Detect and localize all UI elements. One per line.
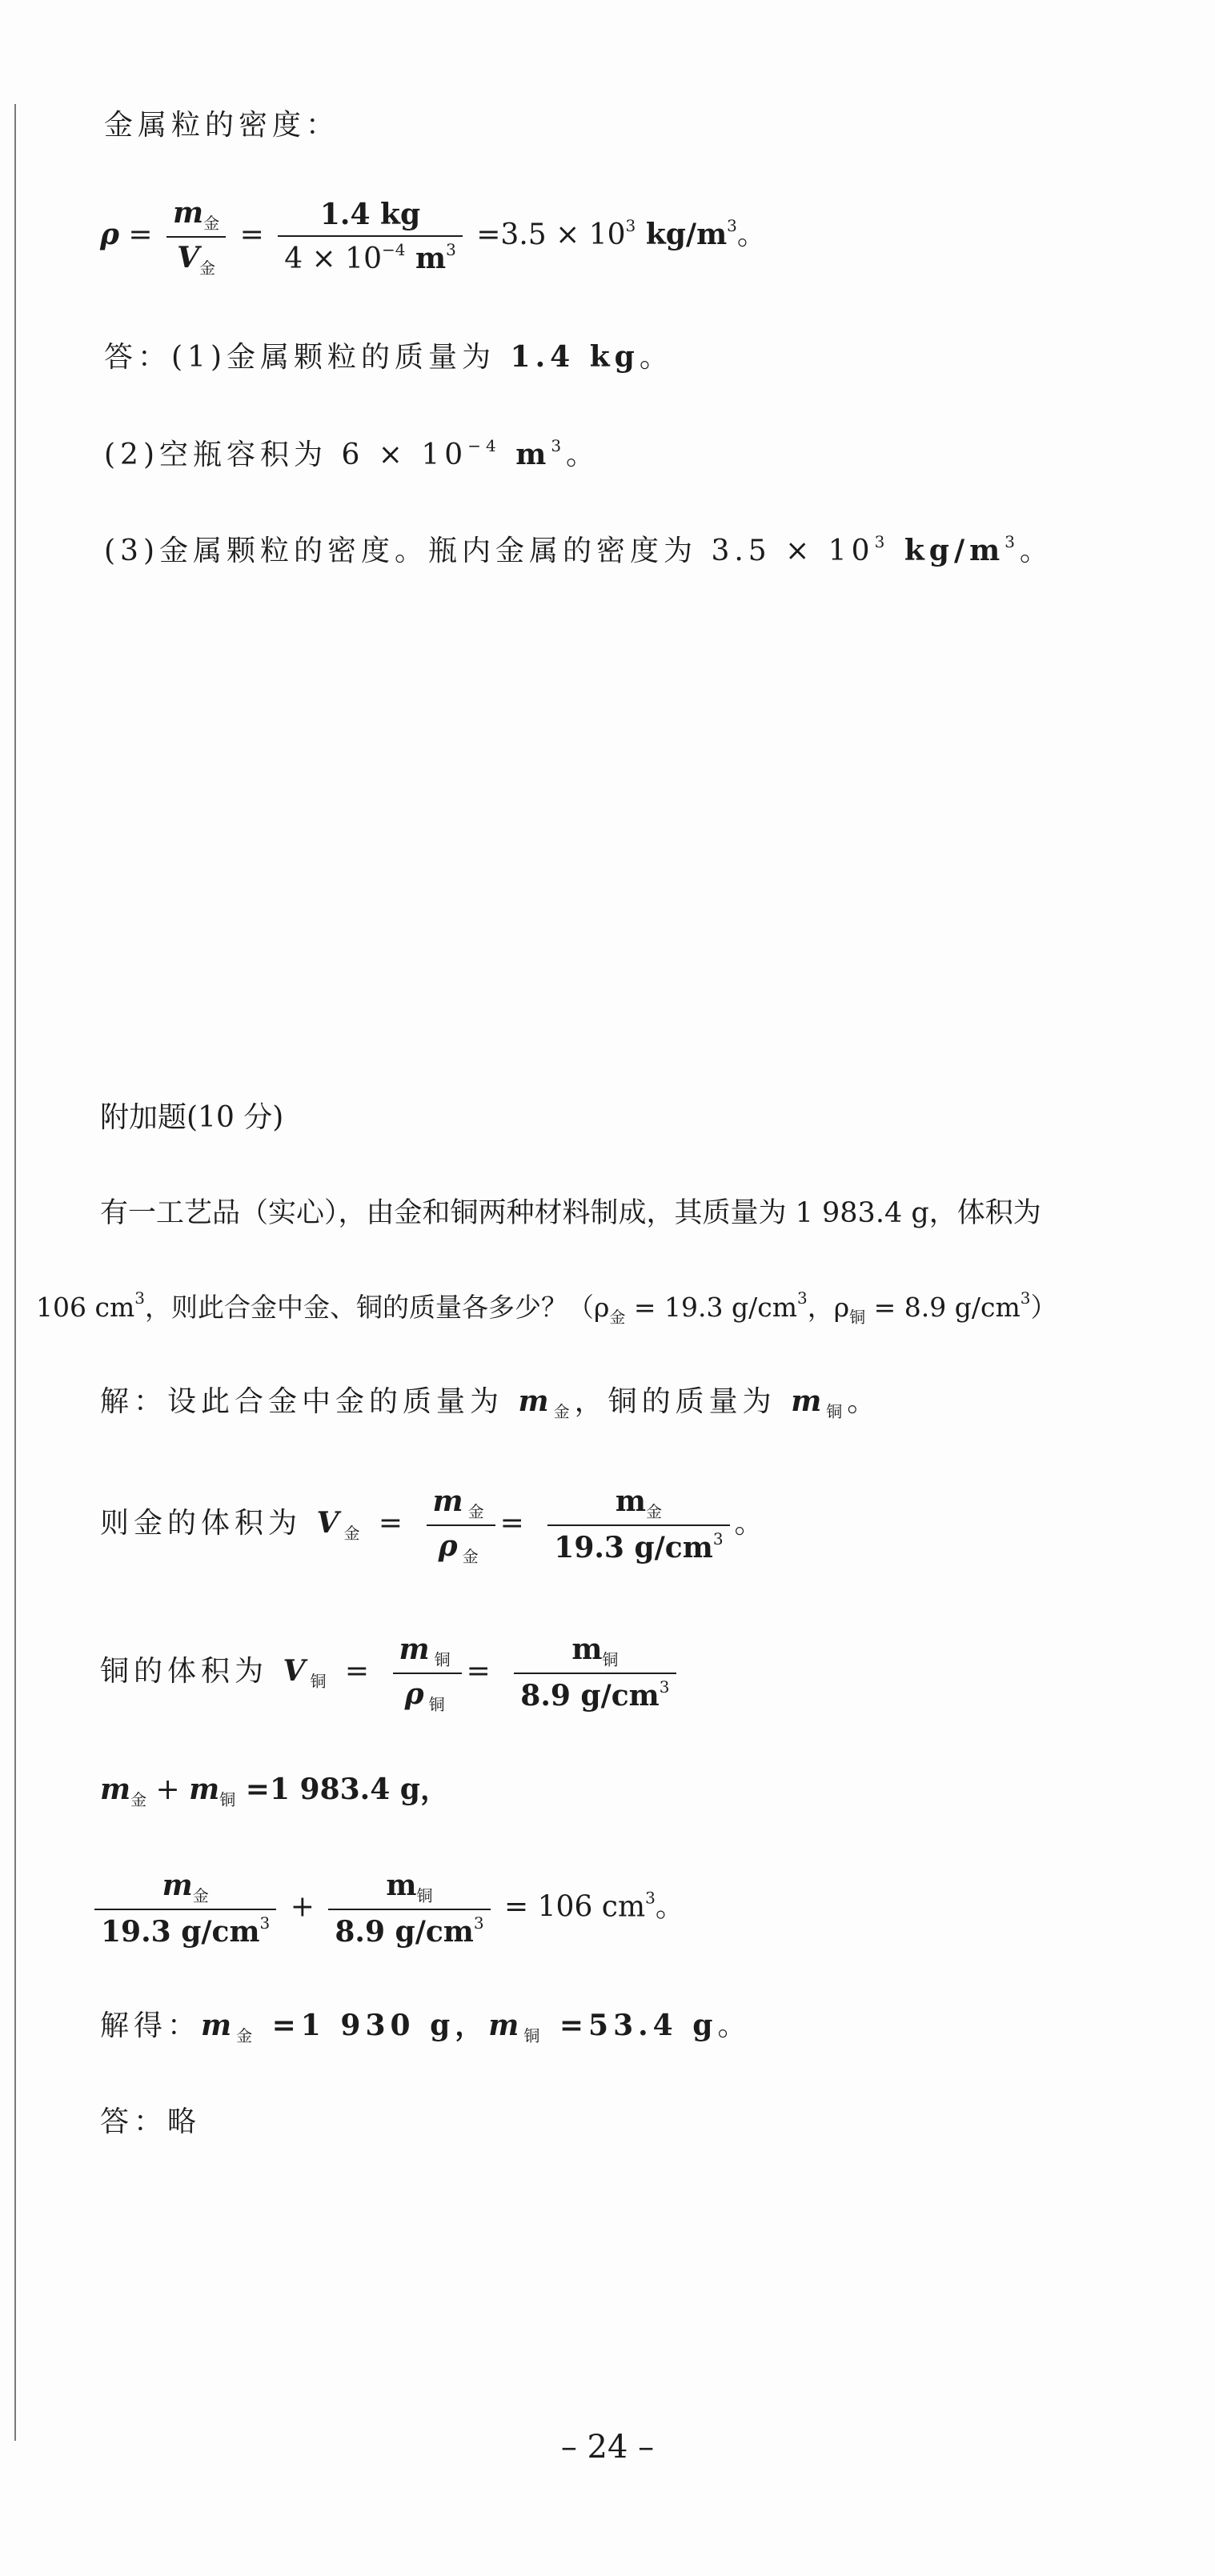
- plus-sign: +: [146, 1773, 190, 1806]
- frac-den: 8.9 g/cm: [520, 1679, 660, 1713]
- frac-num: m: [432, 1484, 468, 1518]
- period: 。: [717, 2009, 752, 2042]
- solution-line-1: [100, 1384, 880, 1421]
- answer-2: [104, 436, 599, 472]
- solution-text: 则金的体积为: [100, 1507, 303, 1540]
- volume-value: 106 cm: [36, 1292, 135, 1323]
- total-volume: = 106 cm: [504, 1890, 646, 1924]
- subscript: 金: [462, 1547, 483, 1566]
- subscript: 铜: [849, 1308, 866, 1327]
- fraction-m-over-density: [547, 1484, 729, 1565]
- period: 。: [847, 1385, 881, 1418]
- m-symbol: m: [488, 2009, 524, 2042]
- question-line-2: [36, 1288, 1057, 1327]
- equals-sign: =: [128, 218, 153, 251]
- fraction-copper: [328, 1869, 490, 1949]
- density-formula: [100, 196, 766, 278]
- exponent: 3: [645, 1888, 656, 1908]
- answer-value: 1.4 kg: [495, 340, 640, 374]
- fraction-m-over-v: [166, 196, 226, 278]
- equals-sign: =: [499, 1507, 529, 1540]
- frac-den: ρ: [438, 1529, 463, 1563]
- gold-mass: =1 930 g，: [257, 2009, 489, 2042]
- answer-text: 答：(1)金属颗粒的质量为: [104, 341, 495, 374]
- frac-den: V: [177, 241, 200, 274]
- frac-num: 1.4 kg: [278, 198, 463, 237]
- solution-line-6: [100, 2009, 751, 2045]
- equals-sign: =: [331, 1655, 375, 1688]
- frac-num: m: [571, 1633, 603, 1667]
- exponent: −4: [467, 436, 501, 455]
- copper-mass: =53.4 g: [544, 2009, 718, 2042]
- exponent: 3: [797, 1288, 808, 1308]
- subscript: 铜: [310, 1672, 331, 1691]
- period: 。: [736, 218, 766, 251]
- exponent: 3: [446, 240, 456, 259]
- frac-den: 8.9 g/cm: [335, 1915, 474, 1949]
- frac-den: ρ: [404, 1677, 429, 1711]
- copper-density: = 8.9 g/cm: [865, 1292, 1021, 1323]
- exponent: 3: [1004, 532, 1020, 551]
- plus-sign: +: [290, 1890, 315, 1924]
- total-mass: =1 983.4 g，: [235, 1773, 449, 1806]
- solution-line-3: [100, 1633, 681, 1714]
- subscript: 金: [192, 1886, 209, 1905]
- equals-sign: =: [364, 1507, 408, 1540]
- subscript: 铜: [434, 1650, 455, 1669]
- fraction-m-over-density: [514, 1633, 676, 1713]
- frac-num: m: [162, 1869, 193, 1902]
- answer-3: [104, 532, 1053, 568]
- unit: kg/m: [889, 534, 1005, 567]
- frac-num: m: [386, 1869, 417, 1902]
- exponent: 3: [551, 436, 567, 455]
- subscript: 铜: [826, 1402, 848, 1421]
- frac-num: m: [615, 1484, 646, 1519]
- gold-density: = 19.3 g/cm: [625, 1292, 798, 1323]
- solution-text: 解得：: [100, 2009, 202, 2042]
- frac-den-sub: 金: [199, 258, 216, 278]
- solution-text: ，铜的质量为: [574, 1385, 776, 1418]
- subscript: 金: [467, 1502, 489, 1521]
- unit: m: [405, 242, 447, 275]
- subscript: 铜: [428, 1695, 450, 1714]
- exponent: 3: [874, 532, 890, 551]
- subscript: 铜: [416, 1886, 433, 1905]
- m-symbol: m: [503, 1384, 554, 1418]
- v-symbol: V: [302, 1506, 344, 1540]
- answer-text: (2)空瓶容积为 6 × 10: [104, 439, 468, 471]
- question-text: ，则此合金中金、铜的质量各多少？（ρ: [145, 1292, 610, 1323]
- exponent: 3: [625, 216, 636, 235]
- m-symbol: m: [776, 1384, 827, 1418]
- fraction-values: [278, 198, 463, 276]
- frac-num: m: [399, 1633, 435, 1666]
- answer-1: [104, 340, 673, 375]
- period: 。: [655, 1890, 684, 1924]
- exponent: −4: [381, 240, 406, 259]
- subscript: 金: [343, 1524, 365, 1543]
- solution-text: 解：设此合金中金的质量为: [100, 1385, 504, 1418]
- period: 。: [566, 439, 600, 471]
- solution-line-5: [94, 1869, 684, 1949]
- subscript: 铜: [523, 2026, 545, 2045]
- subscript: 金: [645, 1502, 662, 1522]
- equals-sign: =: [239, 218, 264, 251]
- rho-symbol: ，ρ: [807, 1292, 850, 1323]
- frac-num-sub: 金: [203, 214, 220, 233]
- frac-den: 19.3 g/cm: [554, 1531, 713, 1565]
- close-paren: ）: [1030, 1292, 1057, 1323]
- fraction-m-over-rho: [393, 1633, 462, 1714]
- subscript: 铜: [602, 1650, 619, 1670]
- period: 。: [1019, 535, 1053, 567]
- unit: m: [500, 438, 551, 471]
- solution-text: 铜的体积为: [100, 1655, 269, 1688]
- frac-den: 19.3 g/cm: [101, 1915, 260, 1949]
- frac-num: m: [173, 196, 204, 230]
- subscript: 金: [130, 1790, 147, 1809]
- m-symbol: m: [201, 2009, 237, 2042]
- solution-line-7: 答：略: [100, 2105, 202, 2138]
- page-number: – 24 –: [560, 2429, 655, 2466]
- result-value: =3.5 × 10: [476, 218, 626, 251]
- left-margin-rule: [14, 104, 16, 2441]
- period: 。: [639, 341, 673, 374]
- m-symbol: m: [100, 1773, 131, 1806]
- exponent: 3: [659, 1677, 670, 1697]
- subscript: 铜: [219, 1790, 236, 1809]
- question-line-1: 有一工艺品（实心），由金和铜两种材料制成，其质量为 1 983.4 g，体积为: [100, 1197, 1041, 1229]
- exponent: 3: [134, 1288, 145, 1308]
- solution-line-2: [100, 1484, 768, 1566]
- exponent: 3: [712, 1529, 724, 1549]
- m-symbol: m: [189, 1773, 220, 1806]
- v-symbol: V: [268, 1654, 311, 1688]
- answer-text: (3)金属颗粒的密度。瓶内金属的密度为 3.5 × 10: [104, 535, 875, 567]
- subscript: 金: [553, 1402, 575, 1421]
- subscript: 金: [236, 2026, 258, 2045]
- density-heading: 金属粒的密度：: [104, 109, 340, 142]
- unit: kg/m: [636, 218, 728, 251]
- fraction-m-over-rho: [427, 1484, 495, 1566]
- exponent: 3: [259, 1913, 271, 1933]
- equals-sign: =: [466, 1655, 495, 1688]
- bonus-title: 附加题(10 分): [100, 1101, 284, 1134]
- subscript: 金: [609, 1308, 626, 1327]
- exponent: 3: [473, 1913, 484, 1933]
- exponent: 3: [1020, 1288, 1031, 1308]
- exponent: 3: [727, 216, 737, 235]
- rho-symbol: ρ: [100, 218, 119, 251]
- fraction-gold: [94, 1869, 276, 1949]
- solution-line-4: [100, 1773, 449, 1809]
- frac-den: 4 × 10: [284, 242, 382, 275]
- period: 。: [734, 1507, 768, 1540]
